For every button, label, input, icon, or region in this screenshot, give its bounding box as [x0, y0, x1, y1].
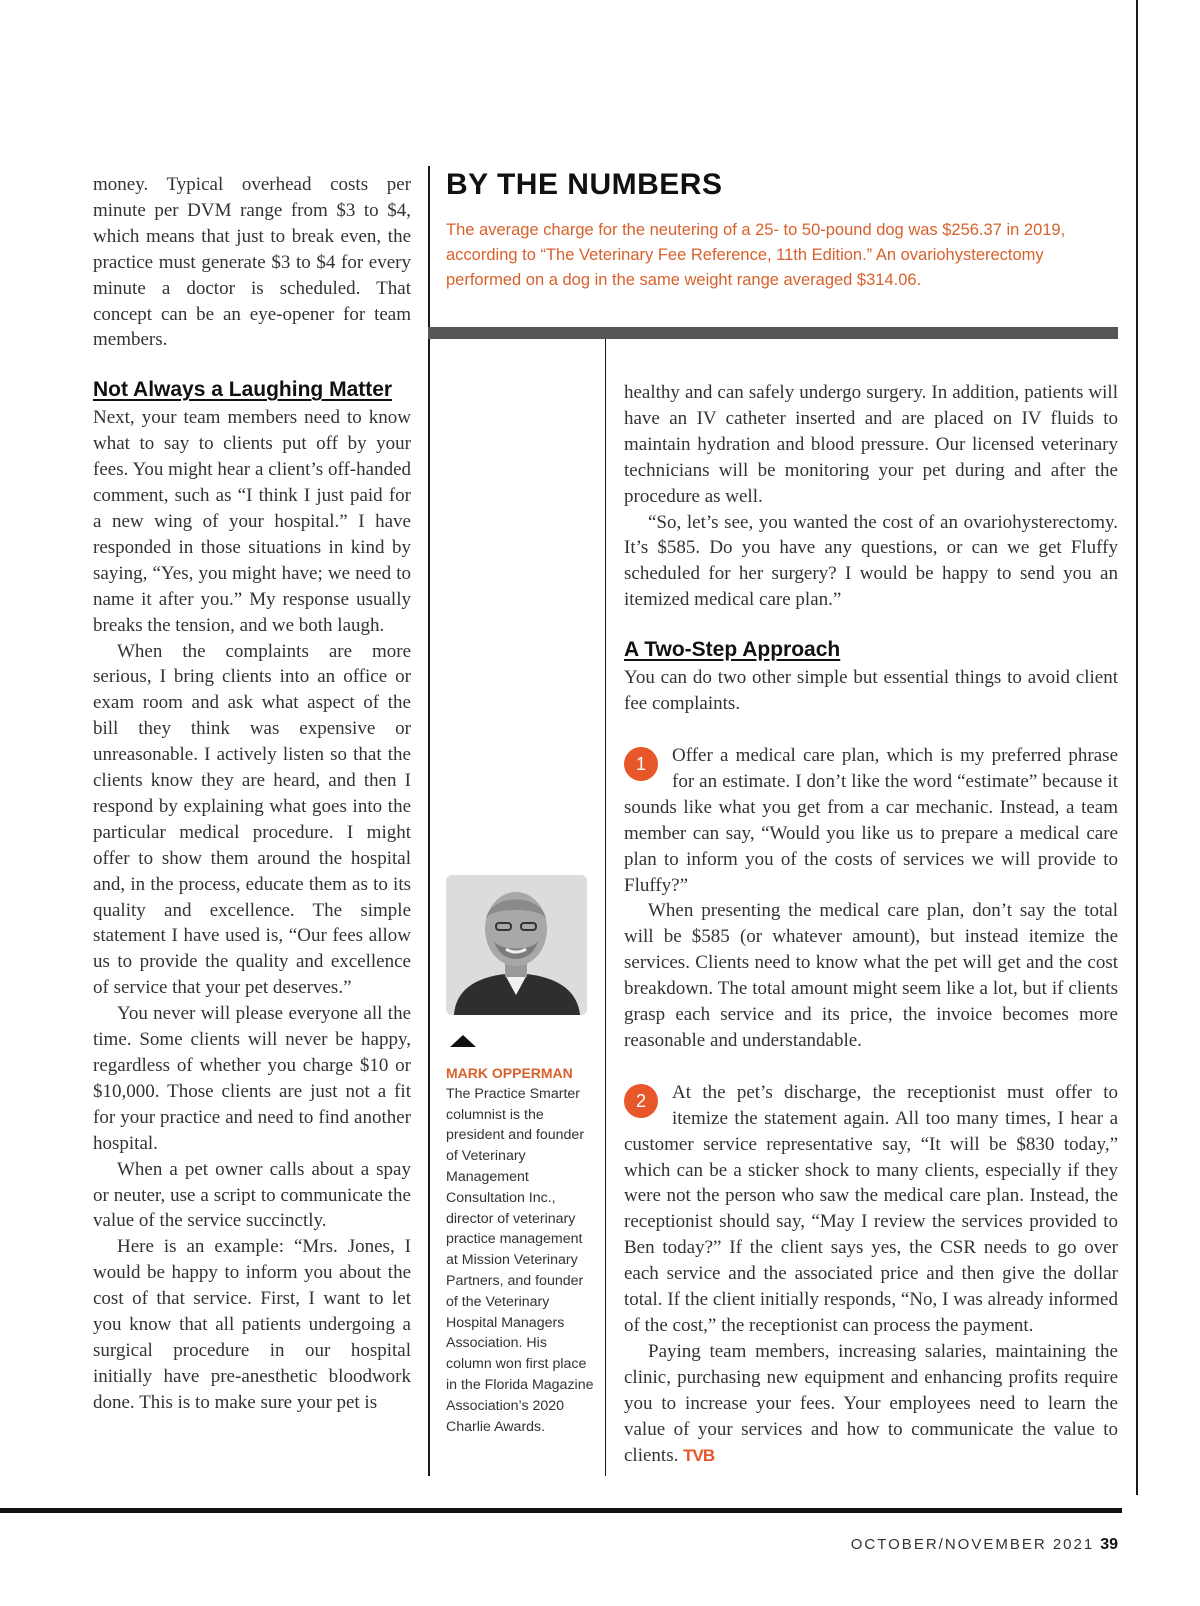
author-bio	[446, 1063, 594, 1437]
page-number: 39	[1100, 1536, 1118, 1553]
left-intro-paragraph: money. Typical overhead costs per minute per DVM range from $3 to $4, which means that just to break even, the practice must generate $3 to $4 for every minute a doctor is scheduled. That concept can be an eye-opener for team members.	[93, 174, 411, 351]
closing-paragraph	[624, 1339, 1118, 1469]
left-paragraph-1: Next, your team members need to know what to say to clients put off by your fees. You might hear a client’s off-handed comment, such as “I think I just paid for a new wing of your hospital.” I have responded in those situations in kind by saying, “Yes, you might have; we need to name it after you.” My response usually breaks the tension, and we both laugh.	[93, 407, 411, 636]
closing-text: Paying team members, increasing salaries, maintaining the clinic, purchasing new equipment and enhancing profits require you to increase your fees. Your employees need to learn the value of your services and how to communicate the value to clients.	[624, 1340, 1118, 1466]
sidebar-divider	[428, 166, 430, 1476]
left-paragraph-4: When a pet owner calls about a spay or neuter, use a script to communicate the value of the service succinctly.	[93, 1158, 411, 1232]
caret-up-icon	[450, 1035, 476, 1047]
sidebar-title: BY THE NUMBERS	[446, 168, 723, 201]
step-1-badge: 1	[624, 747, 658, 781]
page-footer	[851, 1536, 1118, 1554]
step-2-paragraph	[624, 1080, 1118, 1339]
step-1-followup: When presenting the medical care plan, don’t say the total will be $585 (or whatever amount), but instead itemize the services. Clients need to know what the pet will get and the cost breakdown. The total amount might seem like a lot, but if clients grasp each service and its price, the invoice becomes more reasonable and understandable.	[624, 900, 1118, 1051]
author-photo	[446, 875, 587, 1015]
right-paragraph-1: healthy and can safely undergo surgery. In addition, patients will have an IV catheter inserted and are placed on IV fluids to maintain hydration and blood pressure. Our licensed veterinary technicians will be monitoring your pet during and after the procedure as well.	[624, 382, 1118, 507]
step-1-paragraph	[624, 743, 1118, 898]
author-bio-text: The Practice Smarter columnist is the president and founder of Veterinary Management Consultation Inc., director of veterinary practice management at Mission Veterinary Partners, and founder of the Veterinary Hospital Managers Association. His column won first place in the Florida Magazine Association’s 2020 Charlie Awards.	[446, 1085, 594, 1435]
step-1-text: Offer a medical care plan, which is my preferred phrase for an estimate. I don’t like the word “estimate” because it sounds like what you get from a car mechanic. Instead, a team member can say, “Would you like us to prepare a medical care plan to inform you of the costs of services we will provide to Fluffy?”	[624, 744, 1118, 896]
sidebar-text: The average charge for the neutering of a 25- to 50-pound dog was $256.37 in 2019, according to “The Veterinary Fee Reference, 11th Edition.” An ovariohysterectomy performed on a dog in the same weight range averaged $314.06.	[446, 221, 1066, 289]
author-name: MARK OPPERMAN	[446, 1065, 573, 1081]
subhead-laughing-matter: Not Always a Laughing Matter	[93, 378, 393, 402]
footer-rule	[0, 1508, 1122, 1513]
sidebar-bar	[428, 327, 1118, 339]
issue-label: OCTOBER/NOVEMBER 2021	[850, 1536, 1095, 1553]
page-margin-rule	[1136, 0, 1138, 1495]
step-2-badge: 2	[624, 1084, 658, 1118]
subhead-two-step: A Two-Step Approach	[624, 638, 841, 662]
step-2-text: At the pet’s discharge, the receptionist must offer to itemize the statement again. All too many times, I hear a customer service representative say, “It will be $830 today,” which can be a sticker shock to many clients, especially if they were not the person who saw the medical care plan. Instead, the receptionist should say, “May I review the services provided to Ben today?” If the client says yes, the CSR needs to go over each service and the associated price and then give the dollar total. If the client initially responds, “No, I was already informed of the cost,” the receptionist can process the payment.	[624, 1081, 1118, 1336]
left-paragraph-3: You never will please everyone all the time. Some clients will never be happy, regardless of whether you charge $10 or $10,000. Those clients are just not a fit for your practice and need to find another hospital.	[93, 1003, 411, 1154]
right-paragraph-3: You can do two other simple but essential things to avoid client fee complaints.	[624, 667, 1118, 715]
author-column-divider	[605, 339, 606, 1476]
author-portrait-icon	[446, 875, 587, 1015]
tvb-end-mark: TVB	[683, 1445, 715, 1465]
right-column	[624, 380, 1118, 1468]
right-paragraph-2: “So, let’s see, you wanted the cost of an ovariohysterectomy. It’s $585. Do you have any questions, or can we get Fluffy scheduled for her surgery? I would be happy to send you an itemized medical care plan.”	[624, 511, 1118, 611]
left-paragraph-5: Here is an example: “Mrs. Jones, I would be happy to inform you about the cost of that service. First, I want to let you know that all patients undergoing a surgical procedure in our hospital initially have pre-anesthetic bloodwork done. This is to make sure your pet is	[93, 1236, 411, 1413]
left-column	[93, 172, 411, 1416]
left-paragraph-2: When the complaints are more serious, I bring clients into an office or exam room and ask what aspect of the bill they think was expensive or unreasonable. I actively listen so that the clients know they are heard, and then I respond by explaining what goes into the particular medical procedure. I might offer to show them around the hospital and, in the process, educate them as to its quality and excellence. The simple statement I have used is, “Our fees allow us to provide the quality and excellence of service that your pet deserves.”	[93, 640, 411, 999]
